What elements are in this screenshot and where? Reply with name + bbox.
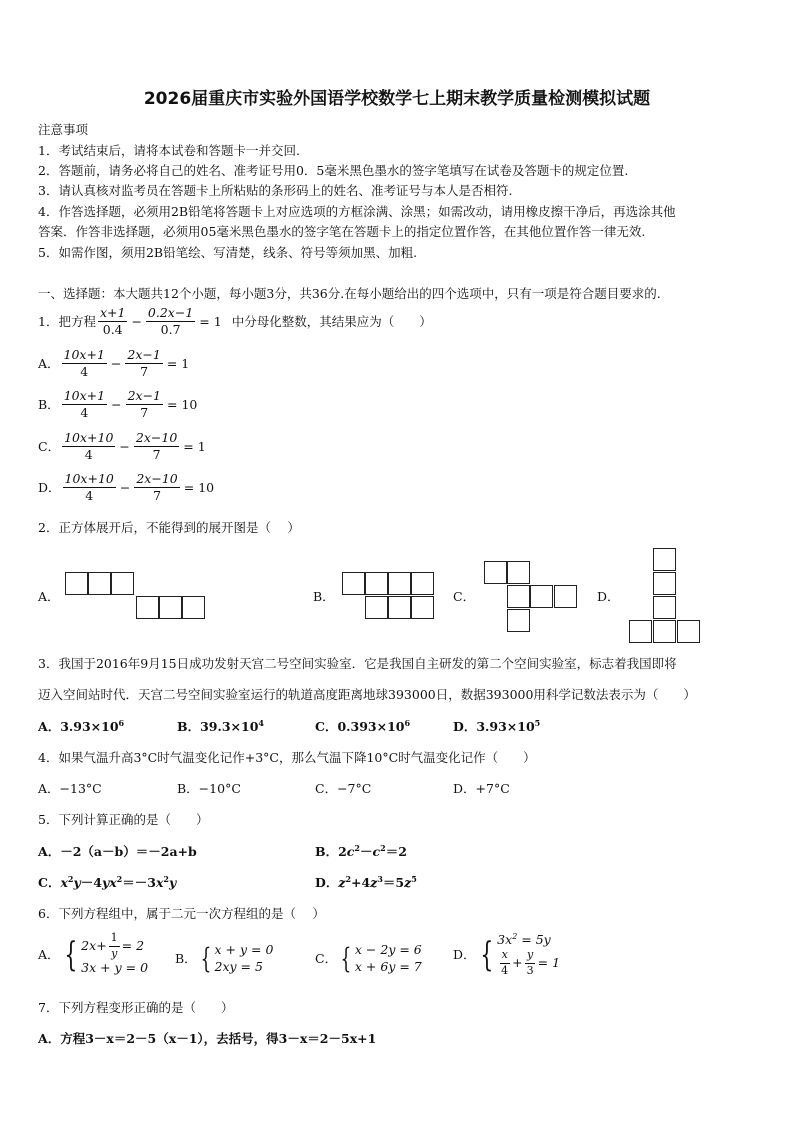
q4-option-a[interactable]: A．−13°C: [38, 781, 102, 796]
q1-rhs: = 1: [199, 314, 222, 330]
page-title: 2026届重庆市实验外国语学校数学七上期末教学质量检测模拟试题: [143, 89, 651, 109]
q2-label-c[interactable]: C．: [453, 589, 476, 604]
q1-num1: x+1: [98, 306, 127, 322]
notice-item-3: 3．请认真核对监考员在答题卡上所粘贴的条形码上的姓名、准考证号与本人是否相符.: [38, 183, 513, 198]
section-heading: 一、选择题：本大题共12个小题，每小题3分，共36分.在每小题给出的四个选项中，只有一项是符合题目要求的.: [38, 286, 661, 301]
question-7: 7．下列方程变形正确的是（ ）: [38, 1000, 234, 1015]
question-3-line-2: 迈入空间站时代．天宫二号空间实验室运行的轨道高度距离地球393000日，数据393000用科学记数法表示为（ ）: [38, 687, 696, 702]
q1-option-a[interactable]: A． $\frac{10x+1}{4}$ − $\frac{2x-1}{7}$ = 1: [38, 347, 190, 380]
question-4: 4．如果气温升高3°C时气温变化记作+3°C，那么气温下降10°C时气温变化记作（ ）: [38, 750, 536, 765]
notice-item-2: 2．答题前，请务必将自己的姓名、准考证号用0．5毫米黑色墨水的签字笔填写在试卷及答题卡的规定位置.: [38, 163, 629, 178]
question-5: 5．下列计算正确的是（ ）: [38, 812, 209, 827]
q3-option-c[interactable]: C．$0.393\times 10^6$: [315, 717, 411, 734]
q7-option-a[interactable]: A．方程3－x＝2－5（x－1），去括号，得3－x＝2－5x+1: [38, 1031, 377, 1046]
q1-option-b[interactable]: B． $\frac{10x+1}{4}$ − $\frac{2x-1}{7}$ = 10: [38, 388, 198, 421]
q6-option-a[interactable]: A． { 2 x + $\frac{1}{y}$ = 2 3x + y = 0: [38, 931, 149, 976]
q3-option-b[interactable]: B．$39.3\times 10^4$: [177, 717, 264, 734]
q3-option-d[interactable]: D．$3.93\times 10^5$: [453, 717, 541, 734]
q2-label-d[interactable]: D．: [597, 589, 620, 604]
q1-option-d[interactable]: D． $\frac{10x+10}{4}$ − $\frac{2x-10}{7}$ = 10: [38, 471, 215, 504]
q6-option-d[interactable]: D． { $3x^2 = 5y$ $\frac{x}{4}$ + $\frac{y}{3}$ = 1: [453, 931, 561, 977]
notice-item-4-cont: 答案．作答非选择题，必须用05毫米黑色墨水的签字笔在答题卡上的指定位置作答，在其他位置作答一律无效.: [38, 224, 646, 239]
q1-den2: 0.7: [160, 322, 181, 338]
q6-option-c[interactable]: C． { x − 2y = 6 x + 6y = 7: [315, 941, 422, 975]
notice-item-5: 5．如需作图，须用2B铅笔绘、写清楚，线条、符号等须加黑、加粗.: [38, 245, 418, 260]
q4-option-b[interactable]: B．−10°C: [177, 781, 241, 796]
question-3-line-1: 3．我国于2016年9月15日成功发射天宫二号空间实验室．它是我国自主研发的第二个空间实验室，标志着我国即将: [38, 656, 677, 671]
q5-option-a[interactable]: A．－2（a－b）＝－2a+b: [38, 844, 197, 859]
question-1: [38, 306, 432, 338]
q1-suffix: 中分母化整数，其结果应为（ ）: [231, 314, 432, 330]
question-2: 2．正方体展开后，不能得到的展开图是（ ）: [38, 520, 300, 535]
q3-option-a[interactable]: A．$3.93\times 10^6$: [38, 717, 125, 734]
notice-heading: 注意事项: [38, 122, 89, 137]
q4-option-d[interactable]: D．+7°C: [453, 781, 510, 796]
q2-label-a[interactable]: A．: [38, 589, 60, 604]
q5-option-b[interactable]: B．$2c^2-c^2=2$: [315, 842, 407, 859]
question-6: 6．下列方程组中，属于二元一次方程组的是（ ）: [38, 906, 325, 921]
q1-option-c[interactable]: C． $\frac{10x+10}{4}$ − $\frac{2x-10}{7}$ = 1: [38, 430, 206, 463]
q1-den1: 0.4: [102, 322, 123, 338]
q6-option-b[interactable]: B． { x + y = 0 2xy = 5: [175, 941, 274, 975]
q1-num2: 0.2x−1: [146, 306, 195, 322]
q1-prefix: 1．把方程: [38, 314, 96, 330]
q5-option-d[interactable]: D．$z^2+4z^3=5z^5$: [315, 873, 417, 890]
q2-label-b[interactable]: B．: [313, 589, 335, 604]
notice-item-1: 1．考试结束后，请将本试卷和答题卡一并交回.: [38, 143, 300, 158]
q4-option-c[interactable]: C．−7°C: [315, 781, 372, 796]
q5-option-c[interactable]: C．$x^2y-4yx^2=-3x^2y$: [38, 873, 177, 890]
q1-equation: $\frac{x+1}{0.4}$ − $\frac{0.2x-1}{0.7}$ = 1: [99, 305, 222, 338]
notice-item-4: 4．作答选择题，必须用2B铅笔将答题卡上对应选项的方框涂满、涂黑；如需改动，请用橡皮擦干净后，再选涂其他: [38, 204, 676, 219]
